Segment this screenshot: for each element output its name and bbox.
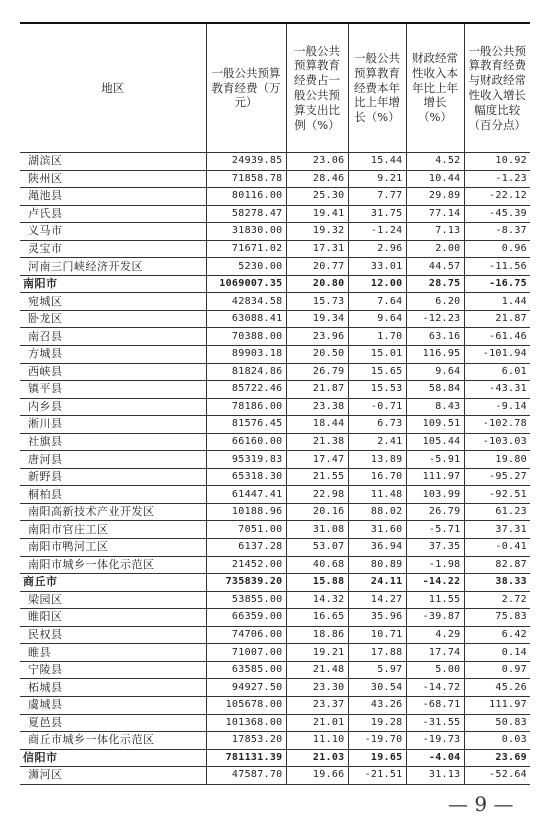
growth-difference-cell: 38.33 [464,574,530,592]
revenue-growth-cell: 103.99 [406,486,464,504]
revenue-growth-cell: 5.00 [406,661,464,679]
edu-funding-cell: 71858.78 [206,170,286,188]
edu-funding-cell: 89903.18 [206,346,286,364]
growth-difference-cell: 37.31 [464,521,530,539]
funding-growth-cell: 9.21 [348,170,406,188]
region-name-cell: 陕州区 [20,170,206,188]
page-number: — 9 — [448,792,514,816]
region-name-cell: 南召县 [20,328,206,346]
edu-funding-cell: 85722.46 [206,381,286,399]
region-name-cell: 柘城县 [20,679,206,697]
share-of-expenditure-cell: 23.30 [286,679,348,697]
revenue-growth-cell: 63.16 [406,328,464,346]
region-name-cell: 桐柏县 [20,486,206,504]
share-of-expenditure-cell: 20.16 [286,503,348,521]
growth-difference-cell: -1.23 [464,170,530,188]
revenue-growth-cell: -31.55 [406,714,464,732]
table-row [20,661,530,679]
table-row [20,486,530,504]
edu-funding-cell: 63088.41 [206,310,286,328]
header-edu-funding: 一般公共预算教育经费（万元） [206,23,286,153]
funding-growth-cell: -19.70 [348,732,406,750]
revenue-growth-cell: -68.71 [406,696,464,714]
edu-funding-cell: 71671.02 [206,240,286,258]
funding-growth-cell: -21.51 [348,767,406,785]
edu-funding-cell: 95319.83 [206,451,286,469]
share-of-expenditure-cell: 16.65 [286,609,348,627]
share-of-expenditure-cell: 21.87 [286,381,348,399]
edu-funding-cell: 7051.00 [206,521,286,539]
funding-growth-cell: 19.28 [348,714,406,732]
revenue-growth-cell: 44.57 [406,258,464,276]
revenue-growth-cell: -14.22 [406,574,464,592]
growth-difference-cell: 0.03 [464,732,530,750]
table-row [20,732,530,750]
share-of-expenditure-cell: 21.03 [286,749,348,767]
funding-growth-cell: -0.71 [348,398,406,416]
table-row [20,644,530,662]
header-region: 地区 [20,23,206,153]
table-row [20,328,530,346]
region-name-cell: 信阳市 [20,749,206,767]
region-name-cell: 镇平县 [20,381,206,399]
funding-growth-cell: 13.89 [348,451,406,469]
revenue-growth-cell: 105.44 [406,433,464,451]
edu-funding-cell: 81576.45 [206,416,286,434]
share-of-expenditure-cell: 23.38 [286,398,348,416]
revenue-growth-cell: 2.00 [406,240,464,258]
edu-funding-cell: 735839.20 [206,574,286,592]
region-name-cell: 商丘市城乡一体化示范区 [20,732,206,750]
revenue-growth-cell: -1.98 [406,556,464,574]
share-of-expenditure-cell: 21.48 [286,661,348,679]
funding-growth-cell: 9.64 [348,310,406,328]
growth-difference-cell: -103.03 [464,433,530,451]
share-of-expenditure-cell: 28.46 [286,170,348,188]
table-body [20,153,530,785]
funding-growth-cell: 2.41 [348,433,406,451]
header-share-of-expenditure: 一般公共预算教育经费占一般公共预算支出比例（%） [286,23,348,153]
share-of-expenditure-cell: 20.50 [286,346,348,364]
table-row [20,609,530,627]
funding-growth-cell: 12.00 [348,275,406,293]
edu-funding-cell: 94927.50 [206,679,286,697]
funding-growth-cell: 7.64 [348,293,406,311]
funding-growth-cell: 15.65 [348,363,406,381]
region-name-cell: 唐河县 [20,451,206,469]
funding-growth-cell: 14.27 [348,591,406,609]
funding-growth-cell: 30.54 [348,679,406,697]
growth-difference-cell: 45.26 [464,679,530,697]
growth-difference-cell: 0.97 [464,661,530,679]
region-name-cell: 梁园区 [20,591,206,609]
table-row [20,346,530,364]
region-name-cell: 渑池县 [20,188,206,206]
growth-difference-cell: 10.92 [464,153,530,171]
funding-growth-cell: 19.65 [348,749,406,767]
edu-funding-cell: 781131.39 [206,749,286,767]
edu-funding-cell: 74706.00 [206,626,286,644]
edu-funding-cell: 71007.00 [206,644,286,662]
edu-funding-cell: 31830.00 [206,223,286,241]
share-of-expenditure-cell: 19.34 [286,310,348,328]
growth-difference-cell: -11.56 [464,258,530,276]
funding-growth-cell: 2.96 [348,240,406,258]
share-of-expenditure-cell: 19.21 [286,644,348,662]
table-row [20,205,530,223]
region-name-cell: 睢阳区 [20,609,206,627]
table-row [20,468,530,486]
revenue-growth-cell: -5.91 [406,451,464,469]
funding-growth-cell: 10.71 [348,626,406,644]
share-of-expenditure-cell: 20.77 [286,258,348,276]
edu-funding-cell: 66359.00 [206,609,286,627]
table-row [20,521,530,539]
table-row [20,310,530,328]
city-total-row [20,574,530,592]
region-name-cell: 方城县 [20,346,206,364]
share-of-expenditure-cell: 17.31 [286,240,348,258]
revenue-growth-cell: 58.84 [406,381,464,399]
table-row [20,767,530,785]
region-name-cell: 卧龙区 [20,310,206,328]
share-of-expenditure-cell: 31.08 [286,521,348,539]
region-name-cell: 河南三门峡经济开发区 [20,258,206,276]
share-of-expenditure-cell: 15.88 [286,574,348,592]
revenue-growth-cell: 11.55 [406,591,464,609]
share-of-expenditure-cell: 15.73 [286,293,348,311]
revenue-growth-cell: -19.73 [406,732,464,750]
edu-funding-cell: 24939.85 [206,153,286,171]
header-funding-growth: 一般公共预算教育经费本年比上年增长（%） [348,23,406,153]
region-name-cell: 南阳市城乡一体化示范区 [20,556,206,574]
revenue-growth-cell: 7.13 [406,223,464,241]
edu-funding-cell: 10188.96 [206,503,286,521]
table-row [20,293,530,311]
revenue-growth-cell: 4.52 [406,153,464,171]
region-name-cell: 虞城县 [20,696,206,714]
share-of-expenditure-cell: 23.06 [286,153,348,171]
share-of-expenditure-cell: 22.98 [286,486,348,504]
region-name-cell: 湖滨区 [20,153,206,171]
education-funding-table [20,22,530,785]
edu-funding-cell: 80116.00 [206,188,286,206]
table-row [20,433,530,451]
table-row [20,381,530,399]
region-name-cell: 民权县 [20,626,206,644]
funding-growth-cell: 24.11 [348,574,406,592]
share-of-expenditure-cell: 11.10 [286,732,348,750]
funding-growth-cell: 1.70 [348,328,406,346]
growth-difference-cell: -45.39 [464,205,530,223]
region-name-cell: 南阳高新技术产业开发区 [20,503,206,521]
region-name-cell: 西峡县 [20,363,206,381]
funding-growth-cell: 43.26 [348,696,406,714]
edu-funding-cell: 78186.00 [206,398,286,416]
revenue-growth-cell: 31.13 [406,767,464,785]
edu-funding-cell: 63585.00 [206,661,286,679]
city-total-row [20,275,530,293]
revenue-growth-cell: 4.29 [406,626,464,644]
growth-difference-cell: -61.46 [464,328,530,346]
funding-growth-cell: 31.75 [348,205,406,223]
share-of-expenditure-cell: 18.86 [286,626,348,644]
table-row [20,679,530,697]
table-row [20,696,530,714]
revenue-growth-cell: 37.35 [406,539,464,557]
share-of-expenditure-cell: 18.44 [286,416,348,434]
table-row [20,258,530,276]
city-total-row [20,749,530,767]
region-name-cell: 宁陵县 [20,661,206,679]
table-row [20,240,530,258]
region-name-cell: 夏邑县 [20,714,206,732]
table-row [20,539,530,557]
region-name-cell: 南阳市鸭河工区 [20,539,206,557]
table-row [20,398,530,416]
edu-funding-cell: 101368.00 [206,714,286,732]
revenue-growth-cell: 29.89 [406,188,464,206]
table-row [20,556,530,574]
table-row [20,591,530,609]
growth-difference-cell: 82.87 [464,556,530,574]
table-row [20,626,530,644]
revenue-growth-cell: -4.04 [406,749,464,767]
header-growth-difference: 一般公共预算教育经费与财政经常性收入增长幅度比较（百分点） [464,23,530,153]
funding-growth-cell: 16.70 [348,468,406,486]
revenue-growth-cell: -12.23 [406,310,464,328]
edu-funding-cell: 5230.00 [206,258,286,276]
edu-funding-cell: 66160.00 [206,433,286,451]
region-name-cell: 南阳市官庄工区 [20,521,206,539]
revenue-growth-cell: -14.72 [406,679,464,697]
share-of-expenditure-cell: 20.80 [286,275,348,293]
revenue-growth-cell: 10.44 [406,170,464,188]
growth-difference-cell: -43.31 [464,381,530,399]
funding-growth-cell: 17.88 [348,644,406,662]
region-name-cell: 卢氏县 [20,205,206,223]
funding-growth-cell: 33.01 [348,258,406,276]
growth-difference-cell: -95.27 [464,468,530,486]
growth-difference-cell: 75.83 [464,609,530,627]
revenue-growth-cell: 116.95 [406,346,464,364]
growth-difference-cell: 0.14 [464,644,530,662]
share-of-expenditure-cell: 19.66 [286,767,348,785]
growth-difference-cell: -92.51 [464,486,530,504]
region-name-cell: 义马市 [20,223,206,241]
region-name-cell: 社旗县 [20,433,206,451]
growth-difference-cell: 111.97 [464,696,530,714]
revenue-growth-cell: -5.71 [406,521,464,539]
region-name-cell: 宛城区 [20,293,206,311]
share-of-expenditure-cell: 17.47 [286,451,348,469]
funding-growth-cell: 35.96 [348,609,406,627]
table-header-row [20,23,530,153]
revenue-growth-cell: -39.87 [406,609,464,627]
funding-growth-cell: 88.02 [348,503,406,521]
growth-difference-cell: -52.64 [464,767,530,785]
share-of-expenditure-cell: 19.41 [286,205,348,223]
edu-funding-cell: 21452.00 [206,556,286,574]
table-row [20,503,530,521]
share-of-expenditure-cell: 23.96 [286,328,348,346]
funding-growth-cell: 15.01 [348,346,406,364]
share-of-expenditure-cell: 21.55 [286,468,348,486]
funding-growth-cell: 5.97 [348,661,406,679]
growth-difference-cell: -8.37 [464,223,530,241]
growth-difference-cell: 0.96 [464,240,530,258]
funding-growth-cell: 31.60 [348,521,406,539]
funding-growth-cell: 15.53 [348,381,406,399]
revenue-growth-cell: 6.20 [406,293,464,311]
table-row [20,170,530,188]
edu-funding-cell: 81824.86 [206,363,286,381]
funding-growth-cell: 36.94 [348,539,406,557]
revenue-growth-cell: 8.43 [406,398,464,416]
growth-difference-cell: 6.01 [464,363,530,381]
revenue-growth-cell: 9.64 [406,363,464,381]
region-name-cell: 浉河区 [20,767,206,785]
table-row [20,188,530,206]
growth-difference-cell: -101.94 [464,346,530,364]
growth-difference-cell: -16.75 [464,275,530,293]
edu-funding-cell: 61447.41 [206,486,286,504]
revenue-growth-cell: 26.79 [406,503,464,521]
share-of-expenditure-cell: 26.79 [286,363,348,381]
growth-difference-cell: 61.23 [464,503,530,521]
edu-funding-cell: 70388.00 [206,328,286,346]
funding-growth-cell: 80.89 [348,556,406,574]
region-name-cell: 内乡县 [20,398,206,416]
funding-growth-cell: -1.24 [348,223,406,241]
share-of-expenditure-cell: 21.38 [286,433,348,451]
share-of-expenditure-cell: 25.30 [286,188,348,206]
funding-growth-cell: 11.48 [348,486,406,504]
header-revenue-growth: 财政经常性收入本年比上年增长（%） [406,23,464,153]
table-row [20,363,530,381]
share-of-expenditure-cell: 40.68 [286,556,348,574]
edu-funding-cell: 47587.70 [206,767,286,785]
edu-funding-cell: 105678.00 [206,696,286,714]
revenue-growth-cell: 28.75 [406,275,464,293]
region-name-cell: 睢县 [20,644,206,662]
table-row [20,223,530,241]
region-name-cell: 新野县 [20,468,206,486]
funding-growth-cell: 6.73 [348,416,406,434]
edu-funding-cell: 1069007.35 [206,275,286,293]
share-of-expenditure-cell: 14.32 [286,591,348,609]
growth-difference-cell: 19.80 [464,451,530,469]
region-name-cell: 商丘市 [20,574,206,592]
table-row [20,714,530,732]
edu-funding-cell: 53855.00 [206,591,286,609]
growth-difference-cell: 23.69 [464,749,530,767]
growth-difference-cell: 1.44 [464,293,530,311]
growth-difference-cell: 21.87 [464,310,530,328]
share-of-expenditure-cell: 21.01 [286,714,348,732]
growth-difference-cell: 50.83 [464,714,530,732]
share-of-expenditure-cell: 53.07 [286,539,348,557]
revenue-growth-cell: 77.14 [406,205,464,223]
table-row [20,153,530,171]
revenue-growth-cell: 109.51 [406,416,464,434]
growth-difference-cell: 6.42 [464,626,530,644]
growth-difference-cell: -102.78 [464,416,530,434]
edu-funding-cell: 58278.47 [206,205,286,223]
share-of-expenditure-cell: 19.32 [286,223,348,241]
edu-funding-cell: 65318.30 [206,468,286,486]
table-row [20,416,530,434]
edu-funding-cell: 42834.58 [206,293,286,311]
table-row [20,451,530,469]
region-name-cell: 南阳市 [20,275,206,293]
funding-growth-cell: 15.44 [348,153,406,171]
growth-difference-cell: -22.12 [464,188,530,206]
share-of-expenditure-cell: 23.37 [286,696,348,714]
region-name-cell: 淅川县 [20,416,206,434]
growth-difference-cell: -0.41 [464,539,530,557]
statistics-table-sheet [20,22,530,785]
region-name-cell: 灵宝市 [20,240,206,258]
revenue-growth-cell: 111.97 [406,468,464,486]
edu-funding-cell: 17853.20 [206,732,286,750]
funding-growth-cell: 7.77 [348,188,406,206]
growth-difference-cell: -9.14 [464,398,530,416]
edu-funding-cell: 6137.28 [206,539,286,557]
growth-difference-cell: 2.72 [464,591,530,609]
revenue-growth-cell: 17.74 [406,644,464,662]
